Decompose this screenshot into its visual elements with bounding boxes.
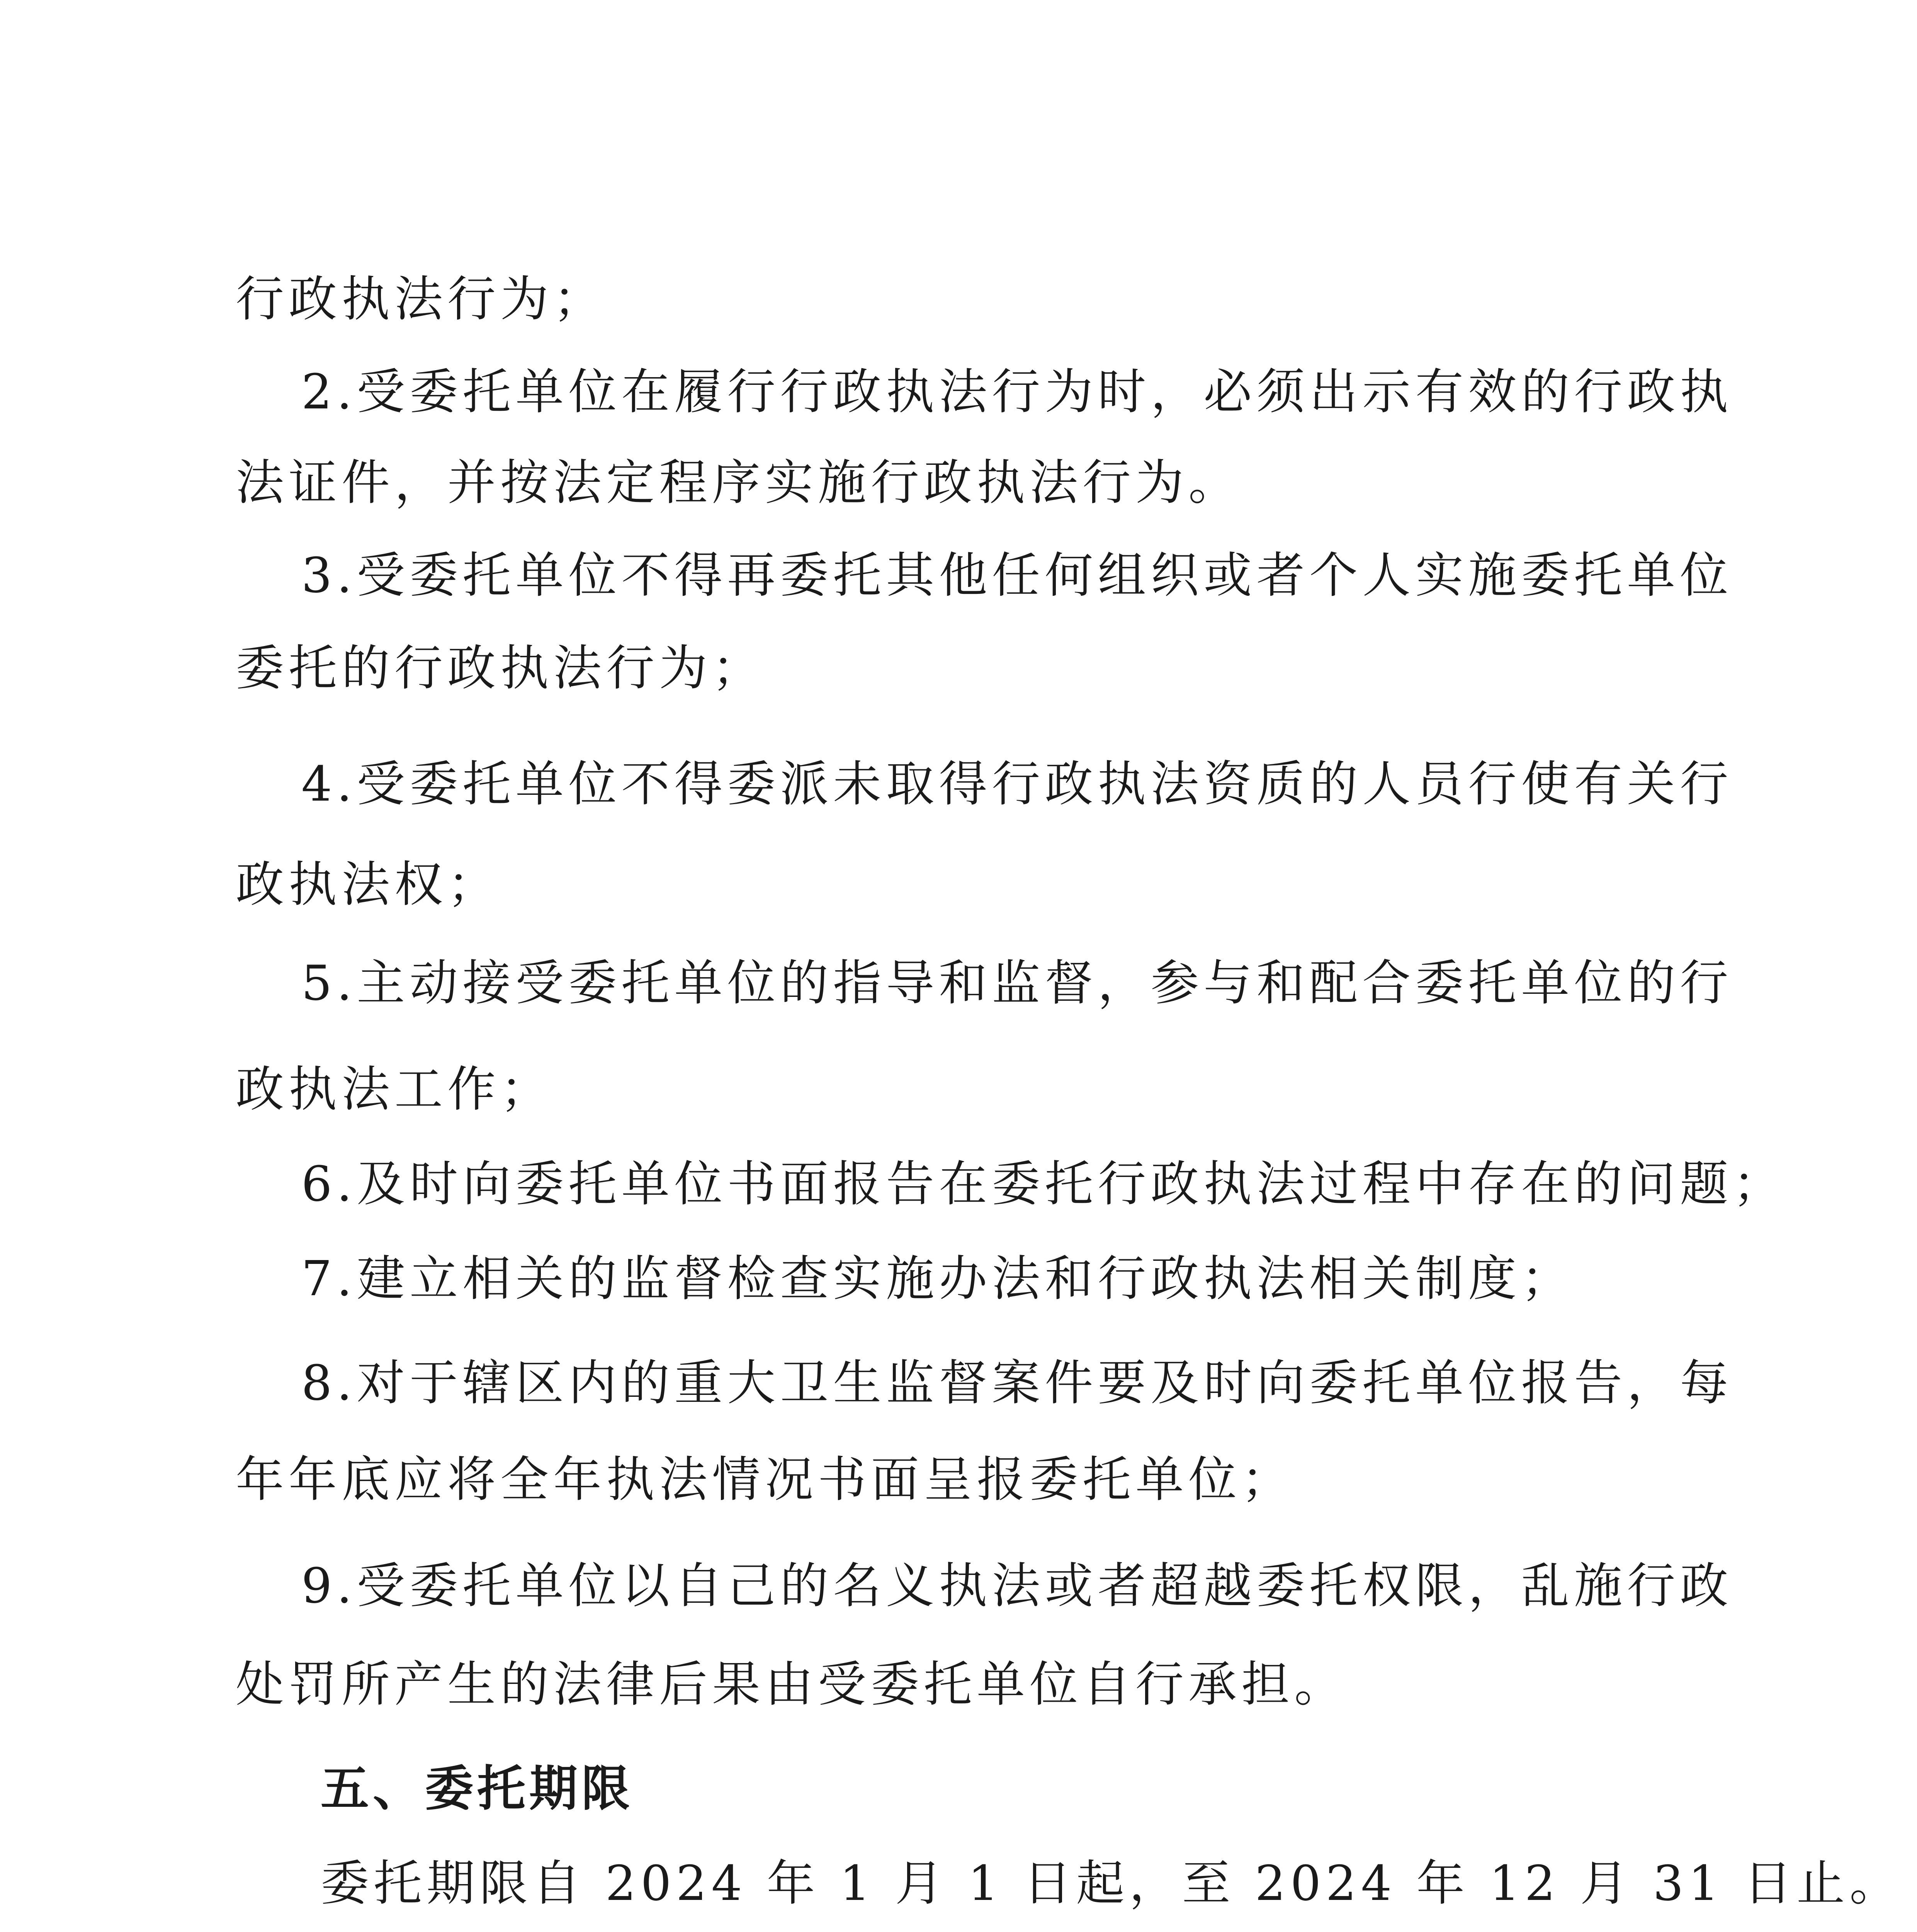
paragraph-line: 8.对于辖区内的重大卫生监督案件要及时向委托单位报告，每 xyxy=(301,1355,1733,1411)
paragraph-line: 委托的行政执法行为； xyxy=(236,640,765,696)
section-heading: 五、委托期限 xyxy=(321,1761,634,1817)
paragraph-line: 7.建立相关的监督检查实施办法和行政执法相关制度； xyxy=(301,1251,1574,1307)
paragraph-line: 4.受委托单位不得委派未取得行政执法资质的人员行使有关行 xyxy=(301,756,1733,812)
paragraph-line: 法证件，并按法定程序实施行政执法行为。 xyxy=(236,455,1241,511)
paragraph-line: 政执法工作； xyxy=(236,1061,553,1117)
paragraph-line: 处罚所产生的法律后果由受委托单位自行承担。 xyxy=(236,1656,1347,1713)
paragraph-line: 6.及时向委托单位书面报告在委托行政执法过程中存在的问题； xyxy=(301,1156,1786,1212)
paragraph-line: 行政执法行为； xyxy=(236,271,606,327)
paragraph-line: 5.主动接受委托单位的指导和监督，参与和配合委托单位的行 xyxy=(301,955,1733,1011)
term-line: 委托期限自 2024 年 1 月 1 日起，至 2024 年 12 月 31 日止。 xyxy=(321,1855,1903,1912)
paragraph-line: 政执法权； xyxy=(236,857,500,913)
paragraph-line: 2.受委托单位在履行行政执法行为时，必须出示有效的行政执 xyxy=(301,364,1733,420)
paragraph-line: 3.受委托单位不得再委托其他任何组织或者个人实施委托单位 xyxy=(301,548,1733,604)
paragraph-line: 9.受委托单位以自己的名义执法或者超越委托权限，乱施行政 xyxy=(301,1558,1733,1614)
paragraph-line: 年年底应将全年执法情况书面呈报委托单位； xyxy=(236,1452,1294,1508)
